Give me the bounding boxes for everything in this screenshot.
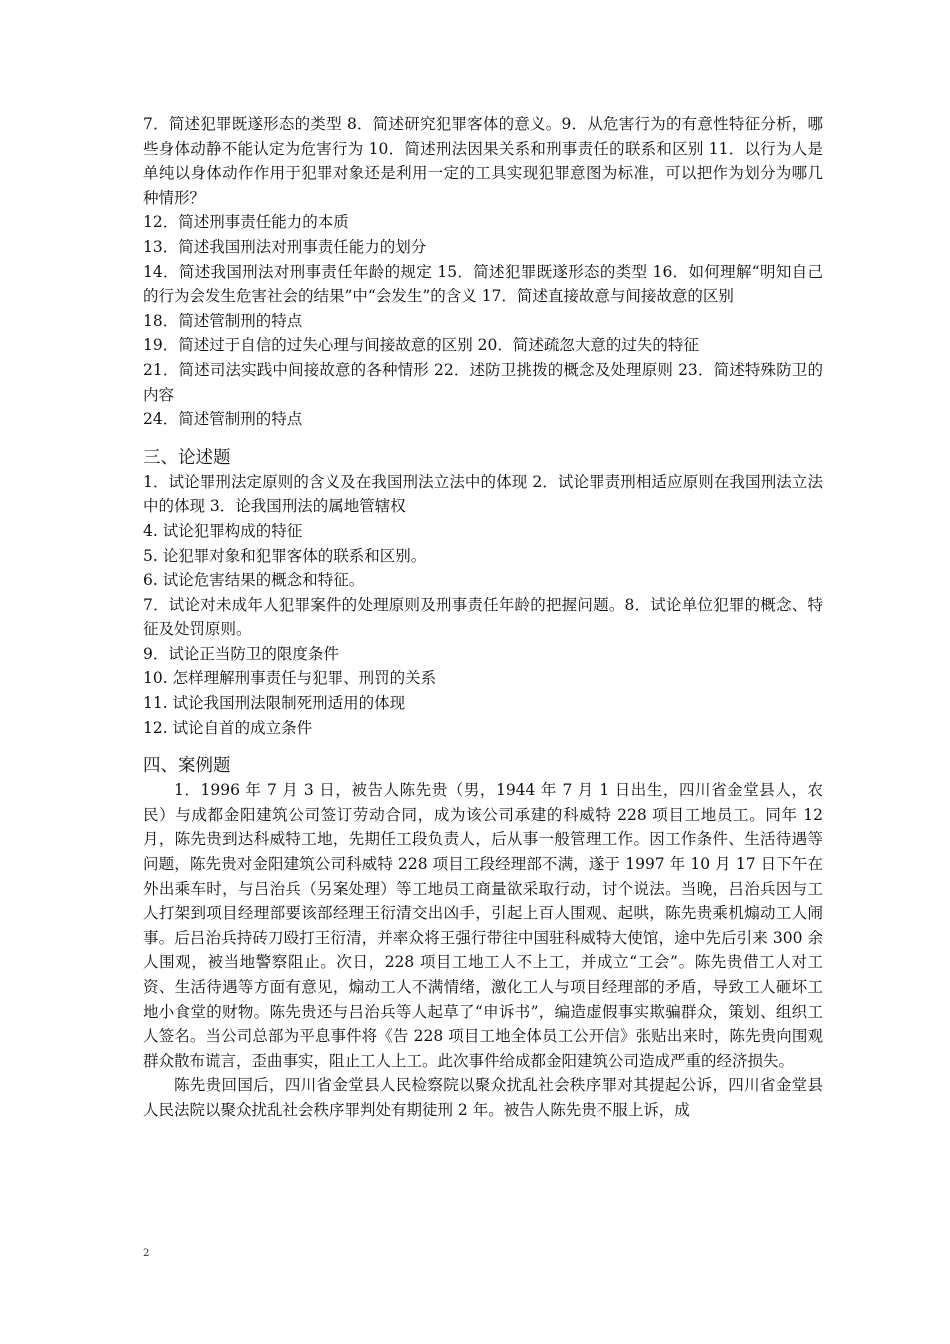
case-paragraph: 陈先贵回国后，四川省金堂县人民检察院以聚众扰乱社会秩序罪对其提起公诉，四川省金堂县人民法院以聚众扰乱社会秩序罪判处有期徒刑 2 年。被告人陈先贵不服上诉，成 <box>143 1076 823 1119</box>
case-paragraph: 1．1996 年 7 月 3 日，被告人陈先贵（男，1944 年 7 月 1 日出生，四川省金堂县人，农民）与成都金阳建筑公司签订劳动合同，成为该公司承建的科威特 228 项目工地员工。同年 12 月，陈先贵到达科威特工地，先期任工段负责人，后从事一般管理工作。因工作条件、生活待遇等问题，陈先贵对金阳建筑公司科威特 228 项目工段经理部不满，遂于 1997 年 10 月 17 日下午在外出乘车时，与吕治兵（另案处理）等工地员工商量欲采取行动，讨个说法。当晚，吕治兵因与工人打架到项目经理部要该部经理王衍清交出凶手，引起上百人围观、起哄，陈先贵乘机煽动工人闹事。后吕治兵持砖刀殴打王衍清，并率众将王强行带往中国驻科威特大使馆，途中先后引来 300 余人围观，被当地警察阻止。次日，228 项目工地工人不上工，并成立“工会”。陈先贵借工人对工资、生活待遇等方面有意见，煽动工人不满情绪，激化工人与项目经理部的矛盾，导致工人砸坏工地小食堂的财物。陈先贵还与吕治兵等人起草了“申诉书”，编造虚假事实欺骗群众，策划、组织工人签名。当公司总部为平息事件将《告 228 项目工地全体员工公开信》张贴出来时，陈先贵向围观群众散布谎言，歪曲事实，阻止工人上工。此次事件给成都金阳建筑公司造成严重的经济损失。 <box>143 781 823 1070</box>
essay-question-list <box>143 470 823 741</box>
list-item: 5. 论犯罪对象和犯罪客体的联系和区别。 <box>143 546 427 565</box>
list-item: 21．简述司法实践中间接故意的各种情形 22．述防卫挑拨的概念及处理原则 23．简述特殊防卫的内容 <box>143 360 823 404</box>
list-item: 6. 试论危害结果的概念和特征。 <box>143 571 365 590</box>
list-item: 24．简述管制刑的特点 <box>143 410 303 429</box>
essay-section-heading: 三、论述题 <box>143 447 231 468</box>
list-item: 12. 试论自首的成立条件 <box>143 718 313 737</box>
list-item: 1．试论罪刑法定原则的含义及在我国刑法立法中的体现 2．试论罪责刑相适应原则在我国刑法立法中的体现 3．论我国刑法的属地管辖权 <box>143 472 823 516</box>
page-number: 2 <box>143 1248 150 1259</box>
short-answer-list <box>143 112 823 432</box>
list-item: 14．简述我国刑法对刑事责任年龄的规定 15．简述犯罪既遂形态的类型 16．如何理解“明知自己的行为会发生危害社会的结果”中“会发生”的含义 17．简述直接故意与间接故意的区别 <box>143 262 823 306</box>
list-item: 11. 试论我国刑法限制死刑适用的体现 <box>143 694 406 713</box>
list-item: 9．试论正当防卫的限度条件 <box>143 644 339 663</box>
list-item: 4. 试论犯罪构成的特征 <box>143 521 303 540</box>
list-item: 18．简述管制刑的特点 <box>143 311 303 330</box>
list-item: 13．简述我国刑法对刑事责任能力的划分 <box>143 237 427 256</box>
page-content <box>143 112 823 1123</box>
list-item: 19．简述过于自信的过失心理与间接故意的区别 20．简述疏忽大意的过失的特征 <box>143 336 699 355</box>
case-study <box>143 778 823 1122</box>
list-item: 7．试论对未成年人犯罪案件的处理原则及刑事责任年龄的把握问题。8．试论单位犯罪的概念、特征及处罚原则。 <box>143 595 823 639</box>
list-item: 10. 怎样理解刑事责任与犯罪、刑罚的关系 <box>143 669 437 688</box>
list-item: 7．简述犯罪既遂形态的类型 8．简述研究犯罪客体的意义。9．从危害行为的有意性特征分析，哪些身体动静不能认定为危害行为 10．简述刑法因果关系和刑事责任的联系和区别 11．以行为人是单纯以身体动作作用于犯罪对象还是利用一定的工具实现犯罪意图为标准，可以把作为划分为哪几种情形？ <box>143 115 823 207</box>
case-section-heading: 四、案例题 <box>143 756 231 777</box>
list-item: 12．简述刑事责任能力的本质 <box>143 213 349 232</box>
